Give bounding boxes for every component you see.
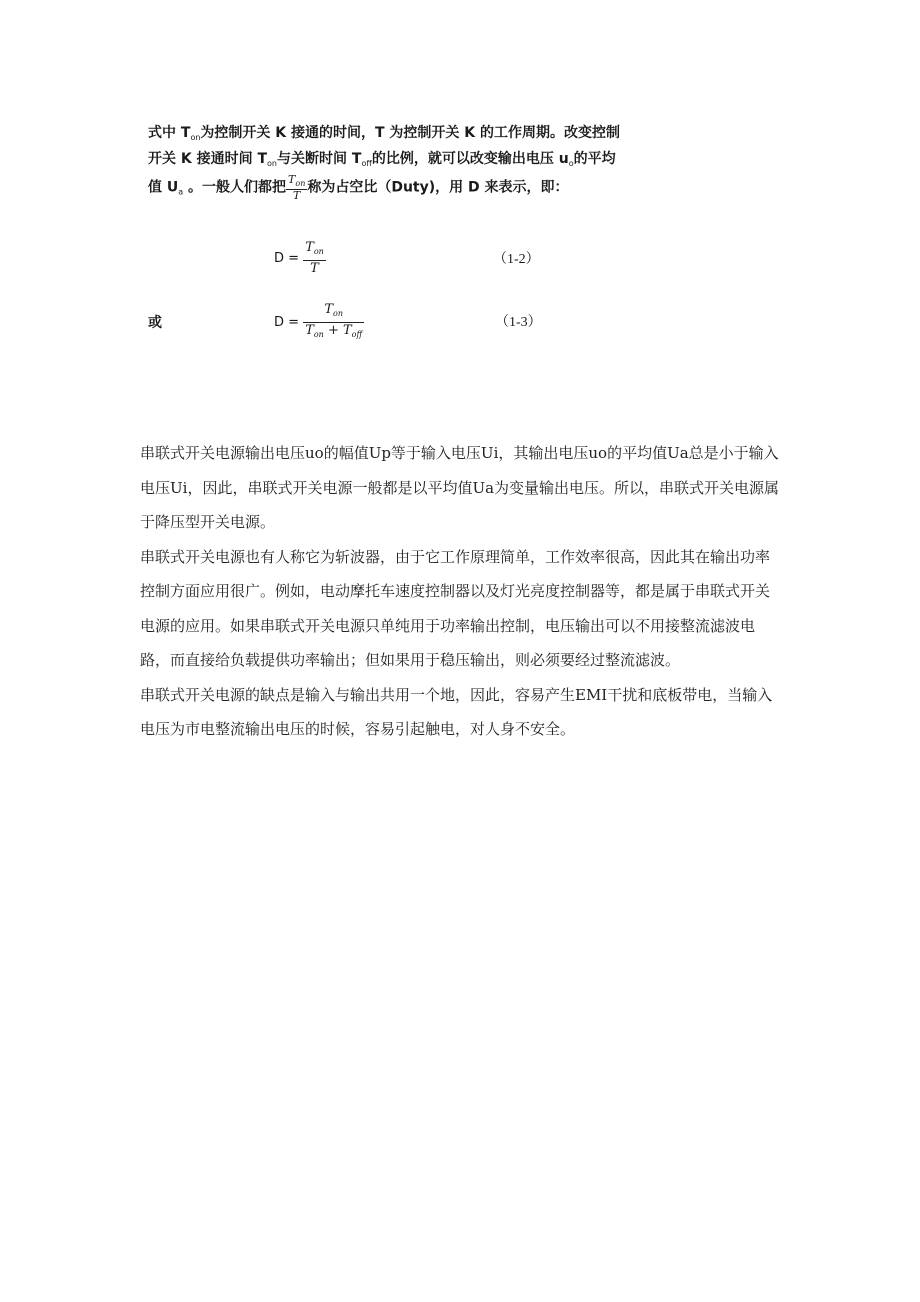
equation-fraction	[303, 240, 326, 277]
equation-lhs: D =	[274, 315, 300, 330]
subscript: on	[313, 330, 324, 339]
fraction-numerator: T	[288, 173, 296, 186]
subscript: a	[178, 187, 184, 197]
subscript: o	[568, 159, 574, 168]
subscript: on	[190, 133, 201, 142]
fraction-denominator: T	[293, 189, 301, 202]
equation-fraction	[303, 302, 364, 343]
excerpt-text: 的比例，就可以改变输出电压 u	[371, 151, 569, 167]
equation-1-2	[274, 240, 326, 277]
excerpt-text: 的平均	[573, 151, 616, 167]
subscript: on	[313, 247, 324, 256]
den-term: T	[343, 323, 352, 338]
excerpt-line-3	[148, 174, 569, 202]
excerpt-text: 式中 T	[148, 125, 191, 141]
fraction-denominator	[303, 323, 364, 343]
paragraph: 串联式开关电源输出电压uo的幅值Up等于输入电压Ui，其输出电压uo的平均值Ua总是小于输入电压Ui，因此，串联式开关电源一般都是以平均值Ua为变量输出电压。所以，串联式开关电源属于降压型开关电源。	[140, 444, 780, 531]
paragraph: 串联式开关电源的缺点是输入与输出共用一个地，因此，容易产生EMI干扰和底板带电，当输入电压为市电整流输出电压的时候，容易引起触电，对人身不安全。	[140, 685, 773, 738]
fraction-numerator: T	[324, 302, 334, 317]
excerpt-text: 开关 K 接通时间 T	[148, 151, 268, 167]
equation-1-3	[274, 302, 364, 343]
body-text	[140, 436, 780, 747]
or-word: 或	[148, 315, 162, 331]
subscript: on	[267, 159, 277, 168]
excerpt-text: 。一般人们都把	[183, 179, 287, 196]
excerpt-line-2	[148, 150, 616, 173]
equation-lhs: D =	[274, 251, 300, 266]
excerpt-text: 值 U	[148, 179, 179, 196]
plus-sign: +	[323, 323, 343, 338]
paragraph: 串联式开关电源也有人称它为斩波器，由于它工作原理简单，工作效率很高，因此其在输出功率控制方面应用很广。例如，电动摩托车速度控制器以及灯光亮度控制器等，都是属于串联式开关电源的应用。如果串联式开关电源只单纯用于功率输出控制，电压输出可以不用接整流滤波电路，而直接给负载提供功率输出；但如果用于稳压输出，则必须要经过整流滤波。	[140, 547, 771, 669]
fraction-denominator: T	[310, 261, 319, 276]
den-term: T	[305, 323, 314, 338]
duty-fraction-inline	[286, 174, 307, 201]
excerpt-text: 与关断时间 T	[277, 151, 362, 167]
equation-number: （1-2）	[493, 252, 540, 267]
subscript: on	[295, 179, 306, 188]
excerpt-line-1	[148, 124, 620, 147]
excerpt-text: 称为占空比（Duty)，用 D 来表示，即：	[307, 179, 569, 196]
subscript: off	[351, 330, 363, 339]
subscript: on	[333, 309, 343, 318]
subscript: off	[361, 159, 372, 168]
equation-number: （1-3）	[495, 315, 542, 330]
excerpt-text: 为控制开关 K 接通的时间，T 为控制开关 K 的工作周期。改变控制	[200, 125, 621, 141]
fraction-numerator: T	[305, 240, 314, 255]
